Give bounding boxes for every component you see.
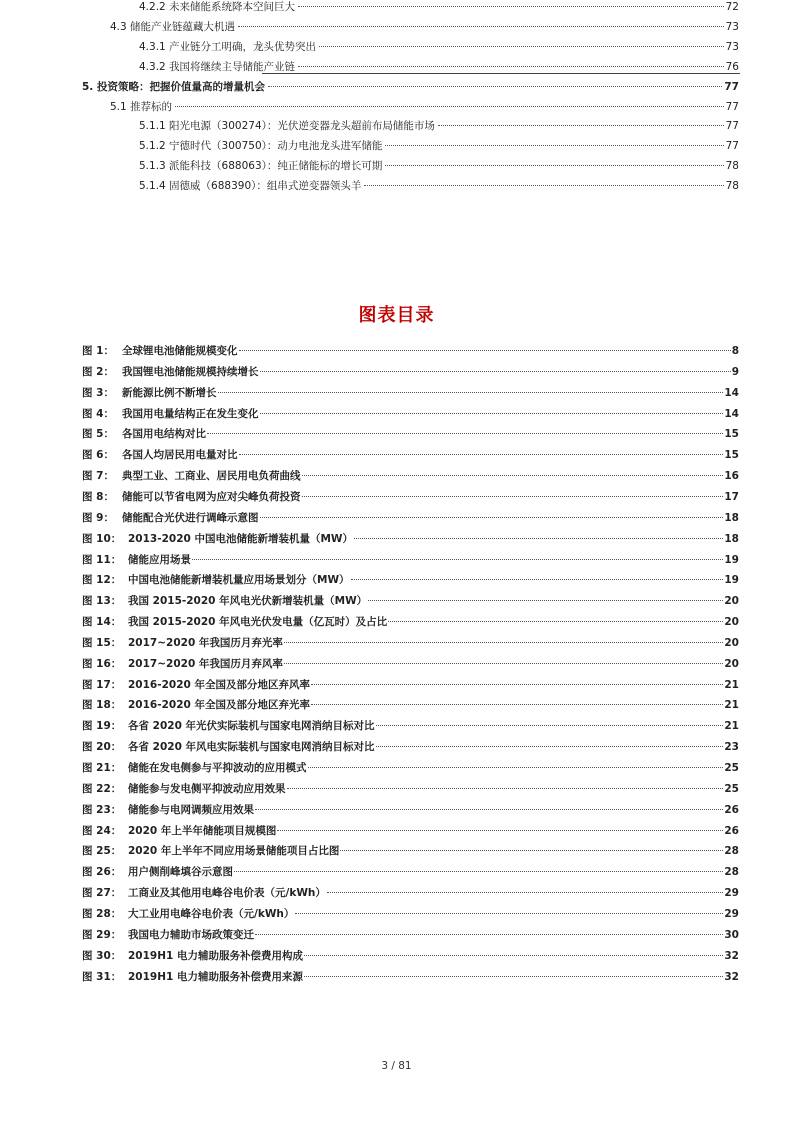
figure-number: 图 19： [82,720,122,733]
toc-entry-label: 5.1 推荐标的 [110,100,173,113]
figure-number: 图 24： [82,824,122,837]
figure-number: 图 27： [82,887,122,900]
toc-entry-page: 77 [725,120,739,133]
figure-title: 我国 2015-2020 年风电光伏发电量（亿瓦时）及占比 [128,616,388,629]
figure-entry[interactable] [82,553,739,567]
dot-leader [260,413,724,414]
figure-number: 图 3： [82,386,114,399]
dot-leader [298,6,724,7]
figure-number: 图 7： [82,470,114,483]
figure-entry[interactable] [82,407,739,421]
dot-leader [327,892,724,893]
figure-title: 全球锂电池储能规模变化 [122,345,238,357]
figure-number: 图 23： [82,803,122,816]
dot-leader [238,26,724,27]
figure-title: 我国锂电池储能规模持续增长 [122,365,259,378]
figure-list-title: 图表目录 [358,305,435,326]
dot-leader [319,46,724,47]
dot-leader [302,475,724,476]
figure-number: 图 6： [82,449,114,462]
figure-page: 19 [724,553,739,566]
dot-leader [295,913,723,914]
figure-entry[interactable] [82,678,739,692]
figure-page: 8 [731,345,739,357]
figure-number: 图 28： [82,907,122,920]
figure-page: 14 [724,386,739,399]
dot-leader [277,830,723,831]
figure-title: 各国人均居民用电量对比 [122,449,238,462]
toc-entry[interactable] [139,119,739,133]
dot-leader [385,165,723,166]
figure-entry[interactable] [82,573,739,587]
figure-title: 我国电力辅助市场政策变迁 [128,928,254,941]
figure-number: 图 12： [82,574,122,587]
figure-number: 图 20： [82,741,122,754]
dot-leader [385,145,723,146]
figure-number: 图 9： [82,511,114,524]
figure-number: 图 4： [82,407,114,420]
figure-number: 图 30： [82,949,122,962]
figure-title: 各省 2020 年光伏实际装机与国家电网消纳目标对比 [128,720,375,733]
figure-entry[interactable] [82,949,739,963]
figure-title: 2013-2020 中国电池储能新增装机量（MW） [128,532,353,545]
figure-title: 各国用电结构对比 [122,428,206,441]
figure-number: 图 2： [82,365,114,378]
figure-page: 21 [724,720,739,733]
toc-entry[interactable] [139,40,739,54]
dot-leader [368,600,723,601]
figure-title: 各省 2020 年风电实际装机与国家电网消纳目标对比 [128,741,375,754]
figure-title: 2020 年上半年储能项目规模图 [128,824,277,837]
toc-entry[interactable] [139,139,739,153]
figure-title: 储能参与发电侧平抑波动应用效果 [128,782,286,795]
figure-entry[interactable] [82,490,739,504]
figure-number: 图 17： [82,678,122,691]
figure-page: 16 [724,470,739,483]
figure-title: 新能源比例不断增长 [122,386,217,399]
figure-page: 18 [724,511,739,524]
figure-entry[interactable] [82,719,739,733]
figure-page: 18 [724,532,739,545]
figure-number: 图 26： [82,866,122,879]
toc-entry-label: 5.1.4 固德威（688390）：组串式逆变器领头羊 [139,180,362,193]
figure-number: 图 10： [82,532,122,545]
figure-number: 图 21： [82,762,122,774]
figure-title: 中国电池储能新增装机量应用场景划分（MW） [128,574,350,587]
figure-title: 储能参与电网调频应用效果 [128,803,254,816]
figure-entry[interactable] [82,511,739,525]
dot-leader [255,809,723,810]
dot-leader [207,433,723,434]
dot-leader [311,684,723,685]
figure-page: 25 [724,762,739,774]
figure-number: 图 25： [82,845,122,858]
figure-page: 21 [724,678,739,691]
toc-entry-label: 4.3.1 产业链分工明确，龙头优势突出 [139,40,317,53]
figure-page: 29 [724,907,739,920]
dot-leader [260,517,724,518]
figure-number: 图 14： [82,616,122,629]
figure-entry[interactable] [82,427,739,441]
figure-page: 20 [724,595,739,608]
dot-leader [376,746,724,747]
figure-entry[interactable] [82,386,739,400]
figure-page: 29 [724,887,739,900]
dot-leader [239,350,731,351]
dot-leader [268,86,722,87]
toc-entry-page: 77 [725,140,739,153]
toc-entry-page: 73 [725,20,739,33]
page-number: 3 / 81 [381,1060,412,1072]
dot-leader [284,663,723,664]
dot-leader [340,850,723,851]
toc-entry[interactable] [139,0,739,14]
figure-page: 28 [724,845,739,858]
figure-title: 2016-2020 年全国及部分地区弃光率 [128,699,310,712]
figure-title: 2017~2020 年我国历月弃光率 [128,636,283,649]
figure-page: 20 [724,657,739,670]
figure-entry[interactable] [82,698,739,712]
figure-page: 30 [724,928,739,941]
figure-entry[interactable] [82,907,739,921]
dot-leader [364,185,723,186]
figure-entry[interactable] [82,970,739,984]
figure-entry[interactable] [82,532,739,546]
figure-title: 我国 2015-2020 年风电光伏新增装机量（MW） [128,595,368,608]
figure-title: 2019H1 电力辅助服务补偿费用构成 [128,949,303,962]
figure-entry[interactable] [82,636,739,650]
dot-leader [311,704,723,705]
figure-entry[interactable] [82,594,739,608]
figure-page: 32 [724,970,739,983]
figure-page: 25 [724,782,739,795]
figure-title: 储能在发电侧参与平抑波动的应用模式 [128,762,307,774]
dot-leader [192,559,723,560]
figure-page: 23 [724,741,739,754]
figure-number: 图 13： [82,595,122,608]
figure-number: 图 31： [82,970,122,983]
toc-entry-page: 77 [724,80,739,93]
figure-entry[interactable] [82,657,739,671]
figure-number: 图 8： [82,490,114,503]
figure-number: 图 22： [82,782,122,795]
figure-entry[interactable] [82,365,739,379]
figure-page: 17 [724,490,739,503]
toc-entry-label: 5. 投资策略：把握价值量高的增量机会 [82,80,265,93]
figure-title: 典型工业、工商业、居民用电负荷曲线 [122,470,301,483]
figure-page: 15 [724,449,739,462]
toc-entry-page: 73 [725,40,739,53]
toc-entry[interactable] [139,60,739,74]
dot-leader [308,767,724,768]
figure-page: 9 [731,365,739,378]
figure-page: 20 [724,636,739,649]
toc-entry[interactable] [110,100,739,114]
toc-entry[interactable] [139,179,739,193]
figure-entry[interactable] [82,469,739,483]
toc-entry-page: 77 [725,100,739,113]
figure-title: 2019H1 电力辅助服务补偿费用来源 [128,970,303,983]
figure-entry[interactable] [82,824,739,838]
figure-page: 14 [724,407,739,420]
figure-number: 图 5： [82,428,114,441]
dot-leader [260,371,731,372]
figure-entry[interactable] [82,761,739,775]
dot-leader [239,454,724,455]
figure-title: 2020 年上半年不同应用场景储能项目占比图 [128,845,340,858]
dot-leader [388,621,723,622]
dot-leader [287,788,724,789]
toc-entry-label: 5.1.2 宁德时代（300750）：动力电池龙头进军储能 [139,140,383,153]
dot-leader [234,871,723,872]
figure-page: 20 [724,616,739,629]
toc-entry-label: 5.1.1 阳光电源（300274）：光伏逆变器龙头超前布局储能市场 [139,120,435,133]
dot-leader [175,106,724,107]
figure-page: 19 [724,574,739,587]
toc-entry[interactable] [110,20,739,34]
figure-number: 图 11： [82,553,122,566]
figure-title: 2016-2020 年全国及部分地区弃风率 [128,678,310,691]
figure-page: 32 [724,949,739,962]
toc-entry[interactable] [139,159,739,173]
toc-entry-label: 4.2.2 未来储能系统降本空间巨大 [139,1,296,13]
figure-title: 用户侧削峰填谷示意图 [128,866,233,879]
figure-entry[interactable] [82,886,739,900]
figure-page: 28 [724,866,739,879]
figure-title: 工商业及其他用电峰谷电价表（元/kWh） [128,887,326,900]
figure-number: 图 29： [82,928,122,941]
figure-entry[interactable] [82,865,739,879]
figure-title: 储能应用场景 [128,553,191,566]
figure-page: 26 [724,824,739,837]
figure-entry[interactable] [82,782,739,796]
figure-entry[interactable] [82,803,739,817]
figure-number: 图 18： [82,699,122,712]
figure-page: 26 [724,803,739,816]
toc-entry[interactable] [82,80,739,94]
figure-entry[interactable] [82,928,739,942]
dot-leader [438,125,724,126]
dot-leader [304,976,723,977]
figure-page: 15 [724,428,739,441]
figure-number: 图 15： [82,636,122,649]
figure-entry[interactable] [82,344,739,358]
dot-leader [218,392,724,393]
dot-leader [304,955,723,956]
figure-page: 21 [724,699,739,712]
figure-title: 我国用电量结构正在发生变化 [122,407,259,420]
figure-entry[interactable] [82,615,739,629]
figure-entry[interactable] [82,844,739,858]
dot-leader [284,642,723,643]
dot-leader [354,538,723,539]
dot-leader [351,579,724,580]
toc-entry-page: 72 [725,1,739,13]
figure-title: 2017~2020 年我国历月弃风率 [128,657,283,670]
dot-leader [376,725,724,726]
toc-entry-page: 78 [725,160,739,173]
figure-title: 大工业用电峰谷电价表（元/kWh） [128,907,295,920]
dot-leader [302,496,724,497]
toc-entry-label: 4.3.2 我国将继续主导储能产业链 [139,60,296,73]
toc-entry-label: 5.1.3 派能科技（688063）：纯正储能标的增长可期 [139,160,383,173]
dot-leader [298,66,724,67]
figure-entry[interactable] [82,740,739,754]
figure-number: 图 1： [82,345,114,357]
figure-title: 储能配合光伏进行调峰示意图 [122,511,259,524]
toc-entry-page: 78 [725,180,739,193]
figure-entry[interactable] [82,448,739,462]
dot-leader [255,934,723,935]
toc-entry-page: 76 [725,60,739,73]
figure-number: 图 16： [82,657,122,670]
figure-title: 储能可以节省电网为应对尖峰负荷投资 [122,490,301,503]
toc-entry-label: 4.3 储能产业链蕴藏大机遇 [110,20,236,33]
